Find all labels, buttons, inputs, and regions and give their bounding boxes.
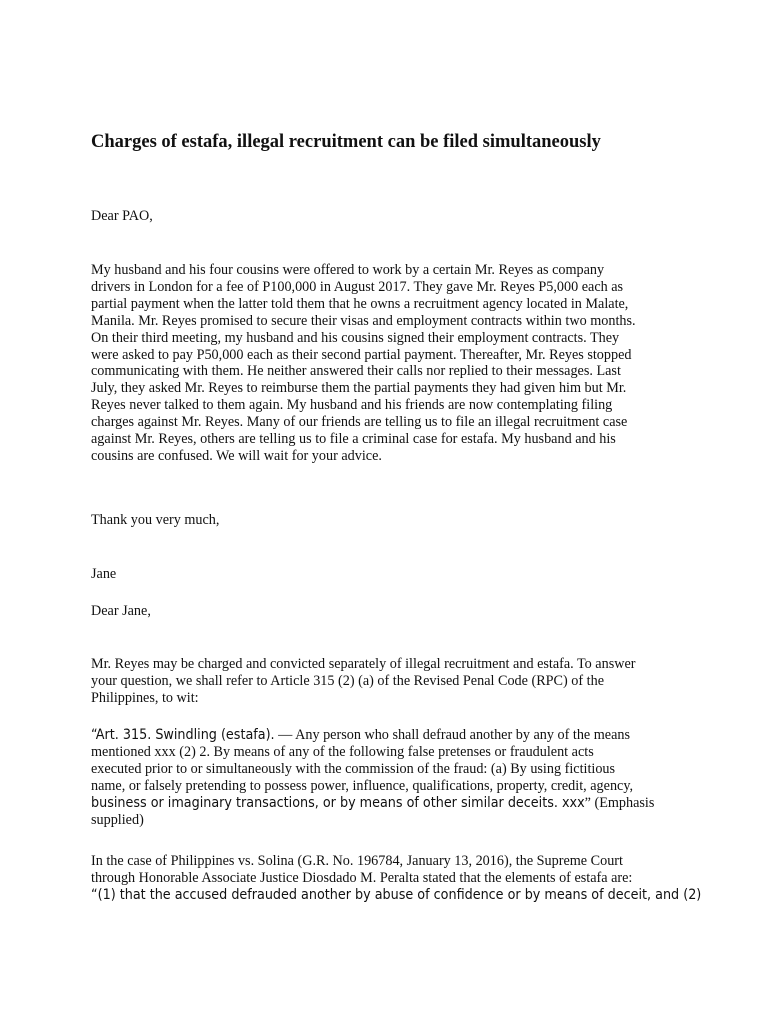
reply-line: your question, we shall refer to Article 315 (2) (a) of the Revised Penal Code (RPC) of the bbox=[91, 672, 604, 689]
letter-line: July, they asked Mr. Reyes to reimburse them the partial payments they had given him but Mr. bbox=[91, 380, 627, 397]
quote-line-1-rest: — Any person who shall defraud another by any of the means bbox=[274, 727, 630, 743]
quote-line: supplied) bbox=[91, 811, 144, 828]
letter-line: My husband and his four cousins were offered to work by a certain Mr. Reyes as company bbox=[91, 262, 605, 278]
letter-line: against Mr. Reyes, others are telling us to file a criminal case for estafa. My husband and his bbox=[91, 431, 616, 448]
letter-line: communicating with them. He neither answered their calls nor replied to their messages. Last bbox=[91, 363, 621, 380]
letter-line: On their third meeting, my husband and his cousins signed their employment contracts. They bbox=[91, 329, 620, 346]
reply-paragraph bbox=[91, 656, 681, 707]
quote-article-heading: “Art. 315. Swindling (estafa). bbox=[91, 727, 275, 743]
signature-jane: Jane bbox=[91, 566, 117, 582]
reply-line: Mr. Reyes may be charged and convicted separately of illegal recruitment and estafa. To answer bbox=[91, 656, 636, 672]
quote-line-5-end: ” (Emphasis bbox=[584, 794, 655, 811]
case-line: “(1) that the accused defrauded another by abuse of confidence or by means of deceit, and (2) bbox=[91, 886, 702, 903]
letter-line: partial payment when the latter told them that he owns a recruitment agency located in Malate, bbox=[91, 295, 629, 312]
letter-line: cousins are confused. We will wait for your advice. bbox=[91, 447, 382, 464]
closing-line: Thank you very much, bbox=[91, 512, 220, 528]
letter-line: were asked to pay P50,000 each as their second partial payment. Thereafter, Mr. Reyes stopped bbox=[91, 346, 632, 363]
greeting-dear-jane: Dear Jane, bbox=[91, 603, 151, 619]
quote-line bbox=[91, 727, 681, 744]
case-paragraph bbox=[91, 853, 702, 904]
case-line: through Honorable Associate Justice Diosdado M. Peralta stated that the elements of estafa are: bbox=[91, 869, 633, 886]
quote-line-5-text: business or imaginary transactions, or by means of other similar deceits. xxx bbox=[91, 794, 585, 811]
quote-line: mentioned xxx (2) 2. By means of any of the following false pretenses or fraudulent acts bbox=[91, 743, 594, 760]
case-line: In the case of Philippines vs. Solina (G.R. No. 196784, January 13, 2016), the Supreme Court bbox=[91, 853, 623, 869]
quote-line: executed prior to or simultaneously with the commission of the fraud: (a) By using fictitious bbox=[91, 760, 616, 777]
reply-line: Philippines, to wit: bbox=[91, 689, 199, 706]
letter-line: Reyes never talked to them again. My husband and his friends are now contemplating filing bbox=[91, 397, 613, 414]
quoted-law-paragraph bbox=[91, 727, 681, 828]
greeting-dear-pao: Dear PAO, bbox=[91, 208, 153, 224]
letter-line: Manila. Mr. Reyes promised to secure their visas and employment contracts within two months. bbox=[91, 312, 636, 329]
article-title: Charges of estafa, illegal recruitment can be filed simultaneously bbox=[91, 132, 601, 152]
quote-line bbox=[91, 795, 681, 812]
letter-line: charges against Mr. Reyes. Many of our friends are telling us to file an illegal recruitment case bbox=[91, 414, 628, 431]
quote-line: name, or falsely pretending to possess power, influence, qualifications, property, credit, agency, bbox=[91, 777, 634, 794]
letter-paragraph bbox=[91, 262, 681, 465]
letter-line: drivers in London for a fee of P100,000 in August 2017. They gave Mr. Reyes P5,000 each as bbox=[91, 278, 624, 295]
